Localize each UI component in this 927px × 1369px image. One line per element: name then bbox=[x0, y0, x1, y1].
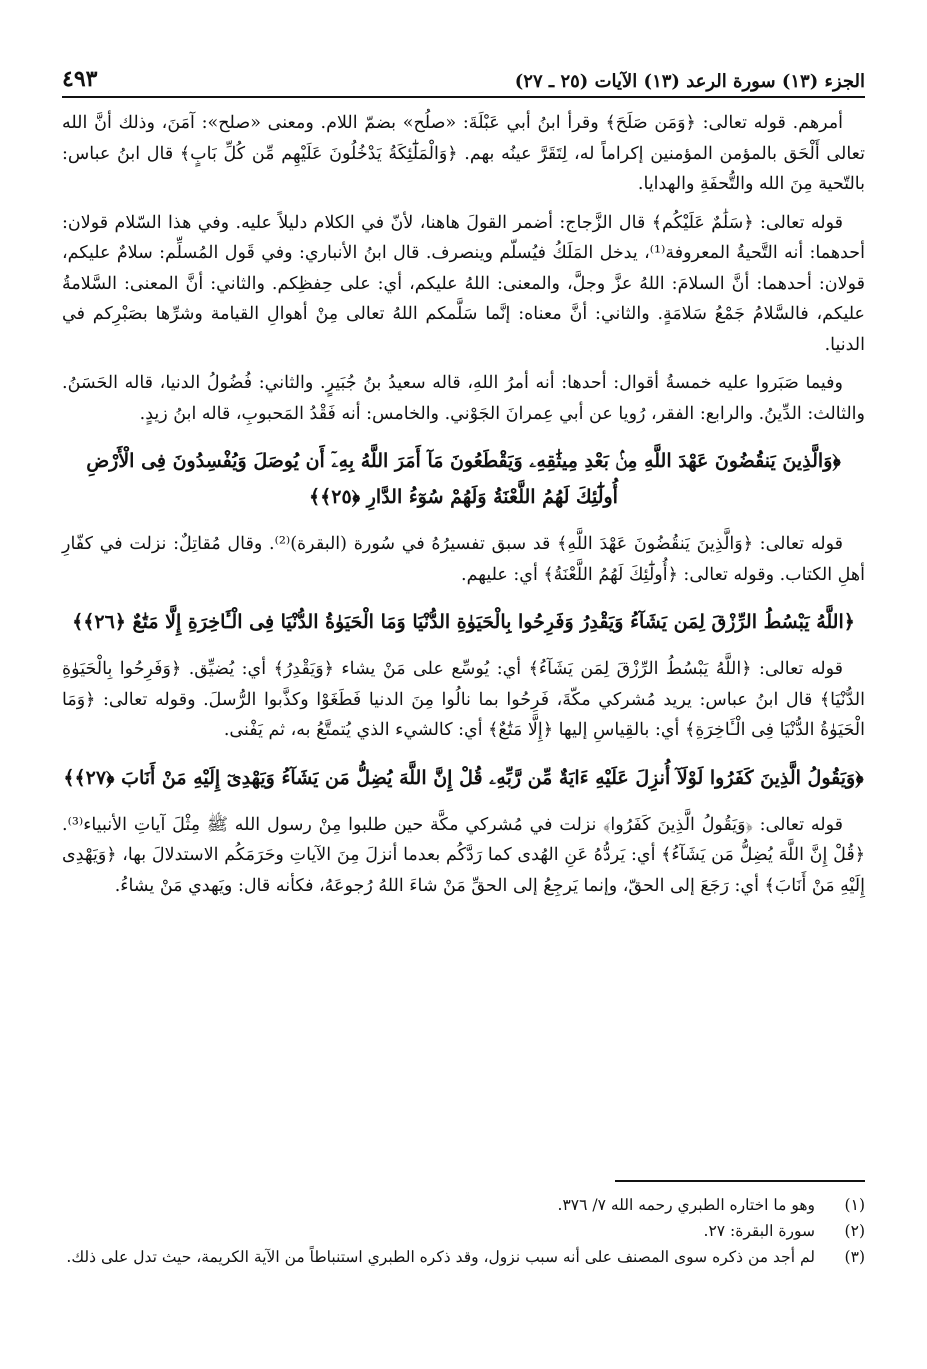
footnote-number: (٢) bbox=[844, 1222, 865, 1240]
footnote bbox=[62, 1218, 865, 1244]
footnote bbox=[62, 1192, 865, 1218]
paragraph: قوله تعالى: ﴿وَيَقُولُ الَّذِينَ كَفَرُوا﴾ نزلت في مُشركي مكَّة حين طلبوا مِنْ رسول الله ﷺ مِثْلَ آياتِ الأنبياء⁽³⁾. ﴿قُلْ إِنَّ اللَّهَ يُضِلُّ مَن يَشَآءُ﴾ أي: يَردُّهُ عَنِ الهُدى كما رَدَّكُم بعدما أنزلَ مِنَ الآياتِ وحَرَمَكُم الاستدلالَ بها، ﴿وَيَهْدِى إِلَيْهِ مَنْ أَنَابَ﴾ أي: رَجَعَ إلى الحقّ، وإنما يَرجِعُ إلى الحقِّ مَنْ شاءَ اللهُ رُجوعَهُ، فكأنه قال: ويَهدي مَنْ يشاءُ. bbox=[62, 814, 865, 896]
page-number: ٤٩٣ bbox=[62, 66, 98, 92]
footnotes bbox=[62, 1192, 865, 1270]
running-title: الجزء (١٣) سورة الرعد (١٣) الآيات (٢٥ ـ ٢٧) bbox=[514, 71, 865, 92]
page-body bbox=[62, 108, 865, 909]
paragraph: وفيما صَبَروا عليه خمسةُ أقوال: أحدها: أنه أمرُ اللهِ، قاله سعيدُ بنُ جُبَيرٍ. والثاني: فُضُولُ الدنيا، قاله الحَسَنُ. والثالث: الدِّينُ. والرابع: الفقر، رُويا عن أبي عِمرانَ الجَوْني. والخامس: أنه فَقْدُ المَحبوبِ، قاله ابنُ زيدٍ. bbox=[62, 373, 865, 424]
footnote-number: (٣) bbox=[844, 1248, 865, 1266]
book-page bbox=[62, 40, 865, 1329]
footnote-number: (١) bbox=[844, 1196, 865, 1214]
footnote bbox=[62, 1244, 865, 1270]
paragraph: قوله تعالى: ﴿سَلَٰمٌ عَلَيْكُم﴾ قال الزَّجاج: أضمر القولَ هاهنا، لأنّ في الكلام دليلاً عليه. وفي هذا السّلام قولان: أحدهما: أنه التَّحيةُ المعروفة⁽¹⁾، يدخل المَلَكُ فيُسلّم وينصرف. قال ابنُ الأنباري: وفي قَول المُسلِّم: سلامٌ عليكم، قولان: أحدهما: أنَّ السلامَ: اللهُ عزَّ وجلَّ، والمعنى: اللهُ عليكم، أي: على حِفظِكم. والثاني: أنَّ المعنى: السَّلامةُ عليكم، فالسَّلامُ جَمْعُ سَلامَةٍ. والثاني: أنَّ معناه: إنَّما سَلَّمكم اللهُ تعالى مِنْ أهوالِ القيامة وشرِّها بصَبْرِكم في الدنيا. bbox=[62, 212, 865, 355]
quran-verse: ﴿اللَّهُ يَبْسُطُ الرِّزْقَ لِمَن يَشَآءُ وَيَقْدِرُ وَفَرِحُوا بِالْحَيَوٰةِ الدُّنْيَا وَمَا الْحَيَوٰةُ الدُّنْيَا فِى الْـَٔاخِرَةِ إِلَّا مَتَٰعٌ ﴿٢٦﴾﴾ bbox=[72, 611, 855, 633]
footnote-separator bbox=[615, 1180, 865, 1182]
footnote-text: وهو ما اختاره الطبري رحمه الله ٧/ ٣٧٦. bbox=[557, 1196, 815, 1214]
paragraph: قوله تعالى: ﴿اللَّهُ يَبْسُطُ الرِّزْقَ لِمَن يَشَآءُ﴾ أي: يُوسِّع على مَنْ يشاء ﴿وَيَقْدِرُ﴾ أي: يُضيِّق. ﴿وَفَرِحُوا بِالْحَيَوٰةِ الدُّنْيَا﴾ قال ابنُ عباس: يريد مُشركي مكّةَ، فَرِحُوا بما نالُوا مِنَ الدنيا فَطَغَوْا وكذَّبوا الرُّسلَ. وقوله تعالى: ﴿وَمَا الْحَيَوٰةُ الدُّنْيَا فِى الْـَٔاخِرَةِ﴾ أي: بالقِياسِ إليها ﴿إِلَّا مَتَٰعٌ﴾ أي: كالشيء الذي يُتمتَّعُ به، ثم يَفْنى. bbox=[62, 659, 865, 740]
page-header bbox=[62, 58, 865, 98]
footnote-text: لم أجد من ذكره سوى المصنف على أنه سبب نزول، وقد ذكره الطبري استنباطاً من الآية الكريمة، حيث تدل على ذلك. bbox=[66, 1248, 815, 1266]
quran-verse: ﴿وَالَّذِينَ يَنقُضُونَ عَهْدَ اللَّهِ مِنۢ بَعْدِ مِيثَٰقِهِۦ وَيَقْطَعُونَ مَآ أَمَرَ اللَّهُ بِهِۦٓ أَن يُوصَلَ وَيُفْسِدُونَ فِى الْأَرْضِ أُولَٰٓئِكَ لَهُمُ اللَّعْنَةُ وَلَهُمْ سُوٓءُ الدَّارِ ﴿٢٥﴾﴾ bbox=[86, 450, 841, 508]
paragraph: قوله تعالى: ﴿وَالَّذِينَ يَنقُضُونَ عَهْدَ اللَّهِ﴾ قد سبق تفسيرُهُ في سُورة (البقرة)⁽²⁾. وقال مُقاتِلٌ: نزلت في كفّارِ أهلِ الكتاب. وقوله تعالى: ﴿أُولَٰٓئِكَ لَهُمُ اللَّعْنَةُ﴾ أي: عليهم. bbox=[62, 534, 865, 585]
quran-verse: ﴿وَيَقُولُ الَّذِينَ كَفَرُوا لَوْلَآ أُنزِلَ عَلَيْهِ ءَايَةٌ مِّن رَّبِّهِۦ قُلْ إِنَّ اللَّهَ يُضِلُّ مَن يَشَآءُ وَيَهْدِىٓ إِلَيْهِ مَنْ أَنَابَ ﴿٢٧﴾﴾ bbox=[63, 766, 864, 789]
paragraph: أمرهم. قوله تعالى: ﴿وَمَن صَلَحَ﴾ وقرأ ابنُ أبي عَبْلَةَ: «صلُح» بضمّ اللام. ومعنى «صلح»: آمَنَ، وذلك أنَّ الله تعالى أَلْحَق بالمؤمن المؤمنين إكراماً له، لِتَقَرَّ عينُه بهم. ﴿وَالْمَلَٰٓئِكَةُ يَدْخُلُونَ عَلَيْهِم مِّن كُلِّ بَابٍ﴾ قال ابنُ عباس: بالتّحية مِنَ الله والتُّحفَةِ والهدايا. bbox=[62, 113, 865, 194]
footnote-text: سورة البقرة: ٢٧. bbox=[703, 1222, 815, 1240]
